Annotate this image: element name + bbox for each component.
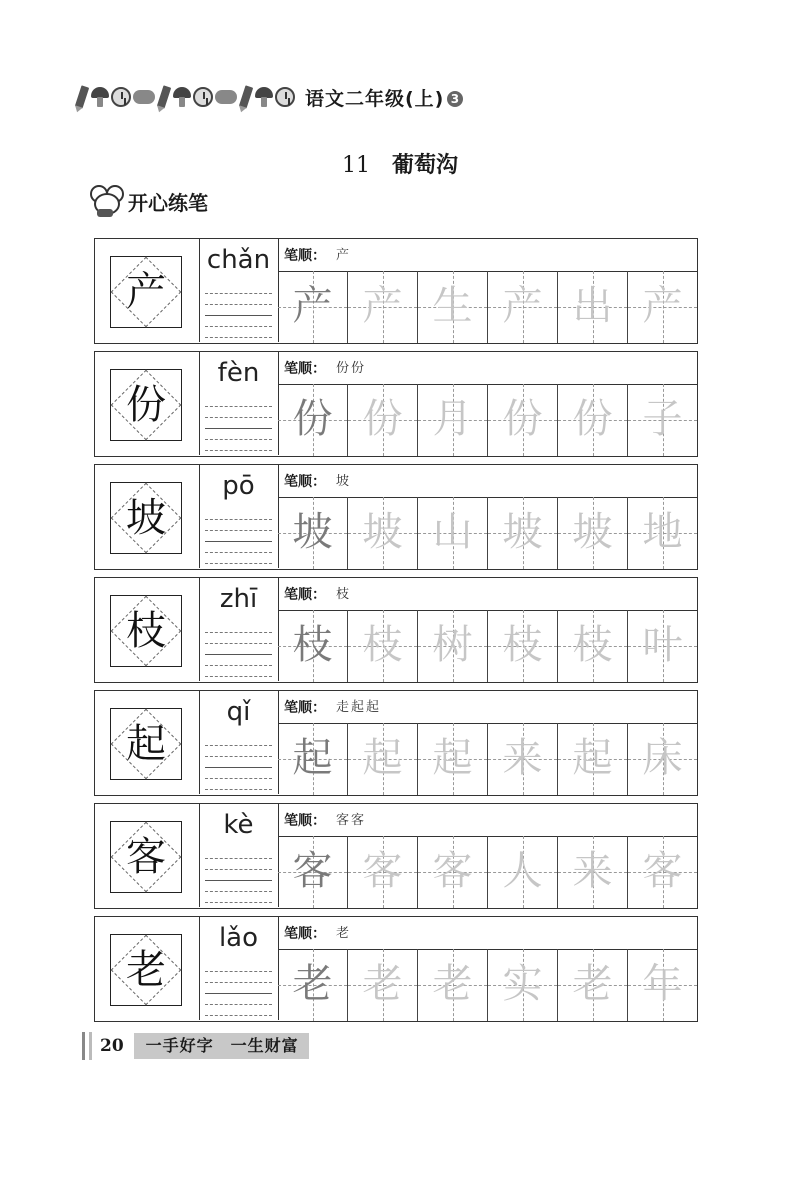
footer-motto: 一手好字 一生财富 [134, 1033, 309, 1059]
model-character: 产 [126, 269, 166, 315]
section-header [88, 183, 208, 219]
pinyin-cell [199, 578, 279, 681]
writing-cell[interactable] [347, 497, 417, 569]
cloud-icon [133, 90, 155, 104]
pinyin: pō [222, 471, 255, 501]
stroke-order-label: 笔顺： [284, 248, 326, 264]
model-cell [95, 465, 200, 568]
trace-character: 起 [292, 735, 333, 781]
pinyin: chǎn [206, 245, 271, 275]
writing-cell[interactable] [487, 384, 557, 456]
stroke-order-bar [278, 691, 697, 724]
writing-cell[interactable] [417, 497, 487, 569]
mushroom-icon [173, 87, 191, 107]
lesson-title [0, 148, 800, 179]
pinyin-cell [199, 465, 279, 568]
pencil-icon [157, 85, 171, 108]
trace-character: 坡 [292, 509, 333, 555]
pinyin: zhī [219, 584, 258, 614]
writing-cell[interactable] [347, 271, 417, 343]
writing-cell[interactable] [487, 949, 557, 1021]
stroke-order-sequence: 枝 [336, 587, 352, 602]
pinyin-writing-lines[interactable] [205, 971, 272, 1015]
pinyin-cell [199, 691, 279, 794]
book-title: 语文二年级(上) 3 [305, 84, 463, 111]
writing-cell[interactable] [557, 836, 627, 908]
model-character: 枝 [126, 608, 166, 654]
writing-cell[interactable] [278, 497, 347, 569]
footer-bar-icon [82, 1032, 92, 1060]
model-cell [95, 691, 200, 794]
writing-cell[interactable] [347, 384, 417, 456]
writing-grid [278, 836, 697, 908]
trace-character: 实 [502, 961, 543, 1007]
writing-cell[interactable] [557, 723, 627, 795]
stroke-order-sequence: 产 [336, 248, 352, 263]
clock-icon [275, 87, 295, 107]
practice-row [94, 238, 698, 344]
writing-cell[interactable] [627, 610, 697, 682]
practice-row [94, 577, 698, 683]
stroke-order-label: 笔顺： [284, 700, 326, 716]
practice-row [94, 351, 698, 457]
pinyin-writing-lines[interactable] [205, 519, 272, 563]
trace-character: 枝 [502, 622, 543, 668]
writing-cell[interactable] [487, 497, 557, 569]
trace-character: 年 [642, 961, 683, 1007]
trace-character: 老 [292, 961, 333, 1007]
stroke-order-label: 笔顺： [284, 926, 326, 942]
trace-character: 出 [572, 283, 613, 329]
writing-cell[interactable] [347, 949, 417, 1021]
writing-cell[interactable] [557, 271, 627, 343]
writing-cell[interactable] [557, 949, 627, 1021]
pinyin: kè [223, 810, 254, 840]
trace-character: 来 [572, 848, 613, 894]
lesson-name: 葡萄沟 [391, 153, 458, 178]
trace-character: 子 [642, 396, 683, 442]
writing-cell[interactable] [347, 610, 417, 682]
trace-character: 坡 [502, 509, 543, 555]
pinyin-cell [199, 352, 279, 455]
stroke-order-label: 笔顺： [284, 587, 326, 603]
writing-cell[interactable] [417, 949, 487, 1021]
pencil-icon [239, 85, 253, 108]
writing-grid [278, 271, 697, 343]
model-character-box [110, 821, 182, 893]
pinyin-cell [199, 917, 279, 1020]
model-cell [95, 804, 200, 907]
writing-cell[interactable] [487, 723, 557, 795]
model-character-box [110, 934, 182, 1006]
writing-grid [278, 949, 697, 1021]
writing-cell[interactable] [487, 836, 557, 908]
trace-character: 坡 [362, 509, 403, 555]
stroke-order-sequence: 走起起 [336, 700, 382, 715]
pinyin-writing-lines[interactable] [205, 745, 272, 789]
trace-character: 床 [642, 735, 683, 781]
stroke-order-label: 笔顺： [284, 813, 326, 829]
stroke-order-sequence: 份份 [336, 361, 367, 376]
writing-cell[interactable] [627, 949, 697, 1021]
clock-icon [111, 87, 131, 107]
trace-character: 产 [502, 283, 543, 329]
clock-icon [193, 87, 213, 107]
writing-cell[interactable] [627, 497, 697, 569]
stroke-order-bar [278, 917, 697, 950]
model-cell [95, 239, 200, 342]
writing-cell[interactable] [278, 384, 347, 456]
writing-cell[interactable] [627, 271, 697, 343]
trace-character: 枝 [292, 622, 333, 668]
header-decoration [75, 86, 295, 108]
trace-character: 客 [432, 848, 473, 894]
mushroom-icon [91, 87, 109, 107]
trace-character: 老 [362, 961, 403, 1007]
pinyin: lǎo [218, 923, 259, 953]
trace-character: 客 [362, 848, 403, 894]
writing-grid [278, 723, 697, 795]
writing-cell[interactable] [487, 271, 557, 343]
model-character: 份 [126, 382, 166, 428]
model-character: 客 [126, 834, 166, 880]
stroke-order-bar [278, 239, 697, 272]
model-character: 坡 [126, 495, 166, 541]
trace-character: 份 [362, 396, 403, 442]
stroke-order-bar [278, 804, 697, 837]
lesson-number: 11 [341, 153, 370, 178]
writing-cell[interactable] [557, 497, 627, 569]
model-character-box [110, 708, 182, 780]
model-character-box [110, 595, 182, 667]
model-character: 老 [126, 947, 166, 993]
model-cell [95, 578, 200, 681]
trace-character: 山 [432, 509, 473, 555]
trace-character: 起 [432, 735, 473, 781]
writing-cell[interactable] [278, 723, 347, 795]
trace-character: 客 [642, 848, 683, 894]
trace-character: 来 [502, 735, 543, 781]
writing-cell[interactable] [417, 271, 487, 343]
trace-character: 人 [502, 848, 543, 894]
writing-cell[interactable] [627, 723, 697, 795]
writing-cell[interactable] [627, 384, 697, 456]
trace-character: 起 [362, 735, 403, 781]
model-character-box [110, 369, 182, 441]
trace-character: 坡 [572, 509, 613, 555]
trace-character: 生 [432, 283, 473, 329]
writing-cell[interactable] [347, 723, 417, 795]
stroke-order-sequence: 老 [336, 926, 352, 941]
stroke-order-label: 笔顺： [284, 361, 326, 377]
section-label: 开心练笔 [128, 190, 208, 215]
pinyin-writing-lines[interactable] [205, 293, 272, 337]
page-header [75, 80, 463, 114]
trace-character: 地 [642, 509, 683, 555]
writing-cell[interactable] [278, 271, 347, 343]
trace-character: 产 [362, 283, 403, 329]
model-cell [95, 917, 200, 1020]
pinyin-writing-lines[interactable] [205, 858, 272, 902]
pinyin-cell [199, 239, 279, 342]
stroke-order-bar [278, 578, 697, 611]
model-character: 起 [126, 721, 166, 767]
writing-cell[interactable] [278, 836, 347, 908]
model-character-box [110, 256, 182, 328]
writing-cell[interactable] [417, 723, 487, 795]
trace-character: 产 [292, 283, 333, 329]
writing-cell[interactable] [347, 836, 417, 908]
practice-row [94, 803, 698, 909]
writing-cell[interactable] [278, 949, 347, 1021]
mushroom-icon [255, 87, 273, 107]
trace-character: 枝 [362, 622, 403, 668]
stroke-order-sequence: 坡 [336, 474, 352, 489]
practice-row [94, 916, 698, 1022]
stroke-order-sequence: 客客 [336, 813, 367, 828]
trace-character: 份 [292, 396, 333, 442]
trace-character: 树 [432, 622, 473, 668]
writing-grid [278, 384, 697, 456]
trace-character: 叶 [642, 622, 683, 668]
writing-cell[interactable] [417, 836, 487, 908]
trace-character: 份 [502, 396, 543, 442]
model-cell [95, 352, 200, 455]
writing-grid [278, 610, 697, 682]
writing-cell[interactable] [557, 384, 627, 456]
model-character-box [110, 482, 182, 554]
pencil-icon [75, 85, 89, 108]
trace-character: 客 [292, 848, 333, 894]
writing-cell[interactable] [278, 610, 347, 682]
pinyin: qǐ [226, 697, 251, 727]
stroke-order-label: 笔顺： [284, 474, 326, 490]
trace-character: 老 [432, 961, 473, 1007]
stroke-order-bar [278, 465, 697, 498]
trace-character: 产 [642, 283, 683, 329]
page-number: 20 [100, 1036, 124, 1056]
pinyin-cell [199, 804, 279, 907]
trace-character: 老 [572, 961, 613, 1007]
writing-cell[interactable] [417, 610, 487, 682]
volume-badge: 3 [447, 91, 463, 107]
writing-grid [278, 497, 697, 569]
writing-cell[interactable] [487, 610, 557, 682]
cloud-icon [215, 90, 237, 104]
stroke-order-bar [278, 352, 697, 385]
practice-row [94, 464, 698, 570]
writing-cell[interactable] [417, 384, 487, 456]
page-footer [82, 1032, 309, 1060]
practice-row [94, 690, 698, 796]
trace-character: 份 [572, 396, 613, 442]
writing-cell[interactable] [627, 836, 697, 908]
pinyin-writing-lines[interactable] [205, 406, 272, 450]
trace-character: 起 [572, 735, 613, 781]
trace-character: 枝 [572, 622, 613, 668]
mouse-icon [88, 183, 124, 219]
pinyin-writing-lines[interactable] [205, 632, 272, 676]
pinyin: fèn [217, 358, 260, 388]
trace-character: 月 [432, 396, 473, 442]
writing-cell[interactable] [557, 610, 627, 682]
